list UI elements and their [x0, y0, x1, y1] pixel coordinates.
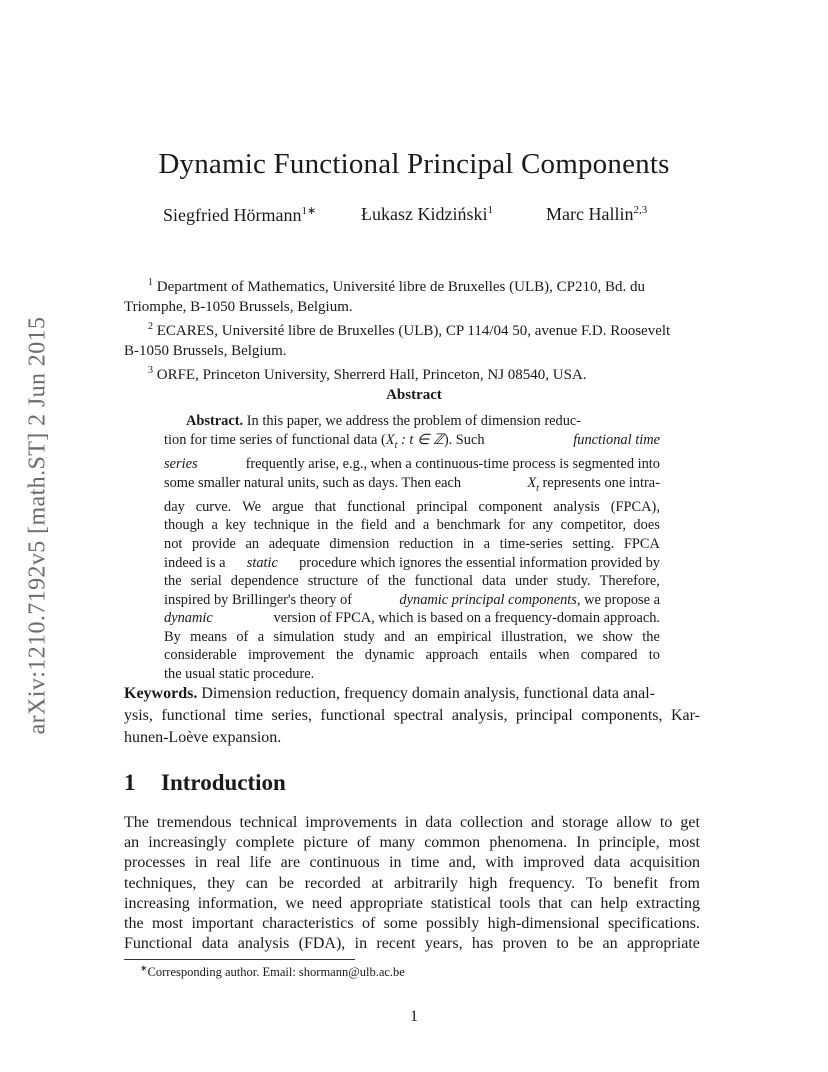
word: field [360, 517, 388, 534]
word: day [164, 498, 185, 515]
paper-title: Dynamic Functional Principal Components [158, 148, 670, 180]
intro-line [124, 853, 700, 873]
word: components, [581, 707, 663, 725]
word: complete [235, 834, 295, 852]
word: The [124, 814, 149, 831]
abstract-line [164, 591, 660, 610]
text: Dimension reduction, frequency domain analysis, functional data anal- [201, 685, 655, 702]
word: processes [124, 854, 186, 872]
word: and [394, 517, 416, 534]
text: frequently arise, e.g., when a continuous-time process is segmented into [245, 455, 660, 472]
word: dependence [230, 573, 299, 590]
word: a [211, 517, 218, 534]
word: improvement [247, 647, 325, 664]
word: In [576, 834, 590, 852]
word: in [194, 854, 208, 872]
math-expression: $X_t$ : t ∈ ℤ [385, 431, 444, 451]
word: real [216, 854, 241, 872]
word: technical [239, 814, 298, 831]
word: (FPCA), [610, 498, 660, 515]
word: they [207, 874, 235, 892]
word: an [414, 628, 428, 645]
footnote [140, 963, 405, 980]
word: Kar- [670, 707, 700, 725]
word: with [485, 854, 514, 872]
word: means [190, 628, 227, 645]
text: , we propose a [576, 591, 660, 608]
text-italic: series [164, 455, 198, 472]
abstract-line [164, 609, 660, 628]
word: principal [515, 707, 573, 725]
word: curve. [195, 498, 232, 515]
text [124, 813, 700, 833]
word: data [425, 814, 452, 831]
word: be [578, 935, 594, 953]
word: that [314, 498, 337, 515]
intro-line [124, 813, 700, 833]
word: (FDA), [298, 935, 346, 953]
arxiv-identifier: arXiv:1210.7192v5 [math.ST] 2 Jun 2015 [24, 316, 51, 734]
keywords [124, 683, 700, 750]
abstract-line [164, 455, 660, 474]
word: recent [376, 935, 416, 953]
word: principal [416, 498, 468, 515]
text-italic: static [246, 554, 278, 571]
word: simulation [273, 628, 335, 645]
text: the usual static procedure. [164, 665, 315, 682]
word: to [659, 814, 673, 831]
word: time [410, 854, 440, 872]
word: tremendous [156, 814, 232, 831]
word: most [668, 834, 700, 852]
word: Functional [124, 935, 193, 953]
abstract-line [164, 554, 660, 573]
word: the [164, 573, 182, 590]
word: need [311, 894, 343, 912]
keywords-line [124, 727, 700, 749]
author-affil-mark: 1 [487, 204, 493, 216]
text: some smaller natural units, such as days. Then each [164, 474, 462, 491]
word: get [680, 814, 700, 831]
word: picture [303, 834, 348, 852]
word: not [164, 536, 183, 553]
intro-line [124, 934, 700, 954]
text-run [164, 431, 485, 455]
word: study. [556, 573, 591, 590]
word: study [343, 628, 375, 645]
word: By [164, 628, 181, 645]
word: frequency. [508, 874, 576, 892]
word: continuous [309, 854, 380, 872]
author-2 [361, 204, 493, 225]
text [164, 628, 660, 647]
text-run [399, 591, 660, 610]
abstract-line [164, 474, 660, 498]
word: to [556, 935, 569, 953]
word: We [242, 498, 262, 515]
text-italic: dynamic [164, 610, 213, 627]
word: spectral [393, 707, 444, 725]
footnote-divider [124, 959, 355, 960]
text: tion for time series of functional data ( [164, 431, 386, 448]
word: though [164, 517, 204, 534]
abstract-line [164, 628, 660, 647]
word: of [367, 573, 380, 590]
word: storage [562, 814, 609, 831]
page-number: 1 [410, 1008, 418, 1025]
text [124, 874, 700, 894]
intro-line [124, 874, 700, 894]
word: dynamic [364, 647, 415, 664]
word: data [481, 573, 506, 590]
word: component [478, 498, 543, 515]
word: appropriate [626, 935, 700, 953]
word: high [468, 874, 498, 892]
word: principle, [598, 834, 660, 852]
word: can [570, 894, 593, 912]
arxiv-sidebar-stamp [18, 290, 58, 760]
abstract-line [164, 646, 660, 665]
section-heading [124, 770, 286, 796]
word: competitor, [560, 517, 626, 534]
word: from [668, 874, 700, 892]
word: proven [502, 935, 547, 953]
text: represents one intra- [542, 474, 660, 491]
word: specifications. [607, 915, 700, 933]
author-affil-mark: 1∗ [301, 205, 317, 217]
word: many [379, 834, 416, 852]
word: important [191, 915, 254, 933]
abstract-line [164, 535, 660, 554]
footnote-mark: ∗ [140, 963, 148, 973]
word: in [316, 517, 329, 534]
word: common [424, 834, 481, 852]
word: in [354, 935, 368, 953]
word: for [508, 517, 525, 534]
abstract-line [164, 665, 660, 684]
math-expression: $X_t$ [527, 474, 539, 494]
word: argue [271, 498, 304, 515]
word: be [278, 874, 294, 892]
word: ysis, [124, 707, 153, 725]
text-run [527, 474, 660, 498]
word: data [201, 935, 229, 953]
word: improved [523, 854, 585, 872]
word: provide [191, 536, 236, 553]
word: in [462, 536, 475, 553]
text-italic: dynamic principal components [399, 591, 577, 608]
word: life [249, 854, 272, 872]
text-run [124, 683, 655, 705]
word: and [531, 814, 555, 831]
affil-mark: 1 [148, 277, 153, 288]
affiliation-1 [124, 273, 700, 298]
text [124, 853, 700, 873]
word: setting. [572, 536, 615, 553]
affil-text: ECARES, Université libre de Bruxelles (ULB), CP 114/04 50, avenue F.D. Roosevelt [156, 323, 671, 340]
word: arbitrarily [394, 874, 459, 892]
abstract-text [247, 412, 660, 431]
keywords-line [124, 683, 700, 705]
intro-line [124, 914, 700, 934]
intro-paragraph [124, 813, 700, 954]
word: reduction [398, 536, 454, 553]
abstract-lead: Abstract. [186, 413, 244, 429]
word: an [245, 536, 260, 553]
word: techniques, [124, 874, 197, 892]
abstract-line [164, 431, 660, 455]
word: when [538, 647, 570, 664]
text: indeed is a [164, 554, 226, 571]
author-name: Łukasz Kidziński [361, 204, 488, 224]
word: benefit [613, 874, 658, 892]
word: series, [271, 707, 312, 725]
word: an [602, 935, 618, 953]
word: has [471, 935, 494, 953]
text: inspired by Brillinger's theory of [164, 591, 353, 608]
keywords-lead: Keywords. [124, 685, 198, 702]
affiliation-2 [124, 317, 700, 342]
word: adequate [268, 536, 320, 553]
word: can [245, 874, 268, 892]
author-name: Marc Hallin [546, 204, 634, 224]
word: benchmark [436, 517, 501, 534]
word: an [124, 834, 140, 852]
abstract-line [164, 498, 660, 517]
word: To [586, 874, 603, 892]
word: time [234, 707, 264, 725]
author-3 [546, 204, 647, 225]
word: serial [190, 573, 222, 590]
text: ). Such [443, 431, 485, 448]
word: are [280, 854, 301, 872]
word: acquisition [629, 854, 700, 872]
word: collection [459, 814, 524, 831]
affil-mark: 2 [148, 321, 153, 333]
word: extracting [636, 894, 700, 912]
author-1 [163, 204, 316, 226]
text [124, 705, 700, 727]
word: analysis, [451, 707, 508, 725]
word: technique [253, 517, 310, 534]
intro-line [124, 833, 700, 853]
word: improvements [305, 814, 397, 831]
word: dimension [329, 536, 390, 553]
affil-text: ORFE, Princeton University, Sherrerd Hall, Princeton, NJ 08540, USA. [156, 367, 587, 384]
word: at [371, 874, 384, 892]
word: allow [616, 814, 652, 831]
word: in [389, 854, 402, 872]
affiliation-3 [124, 361, 700, 386]
word: the [124, 915, 144, 933]
text [124, 833, 700, 853]
word: show [602, 628, 633, 645]
word: characteristics [262, 915, 354, 933]
text [164, 572, 660, 591]
word: and, [448, 854, 476, 872]
text: version of FPCA, which is based on a frequency-domain approach. [273, 610, 660, 627]
word: recorded [304, 874, 361, 892]
text [124, 894, 700, 914]
word: most [151, 915, 184, 933]
footnote-text: Corresponding author. Email: shormann@ulb.ac.be [147, 965, 405, 979]
word: the [642, 628, 660, 645]
text: In this paper, we address the problem of dimension reduc- [246, 413, 582, 429]
word: Therefore, [599, 573, 660, 590]
intro-line [124, 894, 700, 914]
word: functional [414, 573, 473, 590]
word: some [383, 915, 418, 933]
abstract-line [164, 412, 660, 431]
affiliation-1-cont: Triomphe, B-1050 Brussels, Belgium. [124, 298, 353, 315]
section-title-text: Introduction [161, 770, 286, 795]
word: empirical [437, 628, 492, 645]
word: that [538, 894, 563, 912]
word: the [335, 517, 354, 534]
text [124, 934, 700, 954]
abstract-line [164, 572, 660, 591]
word: high-dimensional [487, 915, 600, 933]
keywords-line [124, 705, 700, 727]
word: phenomena. [489, 834, 568, 852]
word: a [422, 517, 430, 534]
word: years, [424, 935, 463, 953]
word: under [514, 573, 548, 590]
word: and [384, 628, 405, 645]
word: possibly [425, 915, 480, 933]
text [164, 535, 660, 554]
word: information, [197, 894, 278, 912]
word: we [285, 894, 304, 912]
author-affil-mark: 2,3 [633, 204, 648, 216]
word: structure [307, 573, 359, 590]
word: functional [320, 707, 386, 725]
text-italic: functional time [573, 431, 660, 448]
word: illustration, [501, 628, 567, 645]
word: appropriate [350, 894, 423, 912]
affiliations [124, 273, 700, 386]
text: procedure which ignores the essential information provided by [299, 554, 660, 571]
abstract-line [164, 516, 660, 535]
word: approach [425, 647, 479, 664]
text: hunen-Loève expansion. [124, 729, 282, 747]
affil-mark: 3 [148, 365, 153, 377]
text [164, 646, 660, 665]
text [164, 516, 660, 535]
word: increasing [124, 894, 190, 912]
word: a [483, 536, 491, 553]
affiliation-2-cont: B-1050 Brussels, Belgium. [124, 342, 287, 359]
word: does [633, 517, 660, 534]
author-name: Siegfried Hörmann [163, 205, 302, 225]
word: we [576, 628, 594, 645]
word: time-series [499, 536, 563, 553]
abstract-heading: Abstract [386, 387, 442, 403]
word: analysis [237, 935, 290, 953]
abstract-body [164, 412, 660, 683]
word: compared [580, 647, 638, 664]
text [164, 498, 660, 517]
word: to [648, 647, 660, 664]
word: any [532, 517, 554, 534]
word: help [600, 894, 629, 912]
word: in [404, 814, 418, 831]
word: tools [499, 894, 531, 912]
text [124, 914, 700, 934]
word: of [357, 834, 371, 852]
word: functional [347, 498, 406, 515]
word: a [257, 628, 265, 645]
word: statistical [430, 894, 492, 912]
affil-text: Department of Mathematics, Université libre de Bruxelles (ULB), CP210, Bd. du [156, 279, 645, 295]
section-number: 1 [124, 770, 136, 795]
word: functional [161, 707, 227, 725]
word: analysis [553, 498, 600, 515]
word: of [236, 628, 249, 645]
word: entails [489, 647, 528, 664]
word: increasingly [148, 834, 227, 852]
word: considerable [164, 647, 237, 664]
word: the [388, 573, 406, 590]
word: data [593, 854, 621, 872]
word: the [335, 647, 354, 664]
word: of [361, 915, 376, 933]
word: key [225, 517, 247, 534]
word: FPCA [623, 536, 660, 553]
